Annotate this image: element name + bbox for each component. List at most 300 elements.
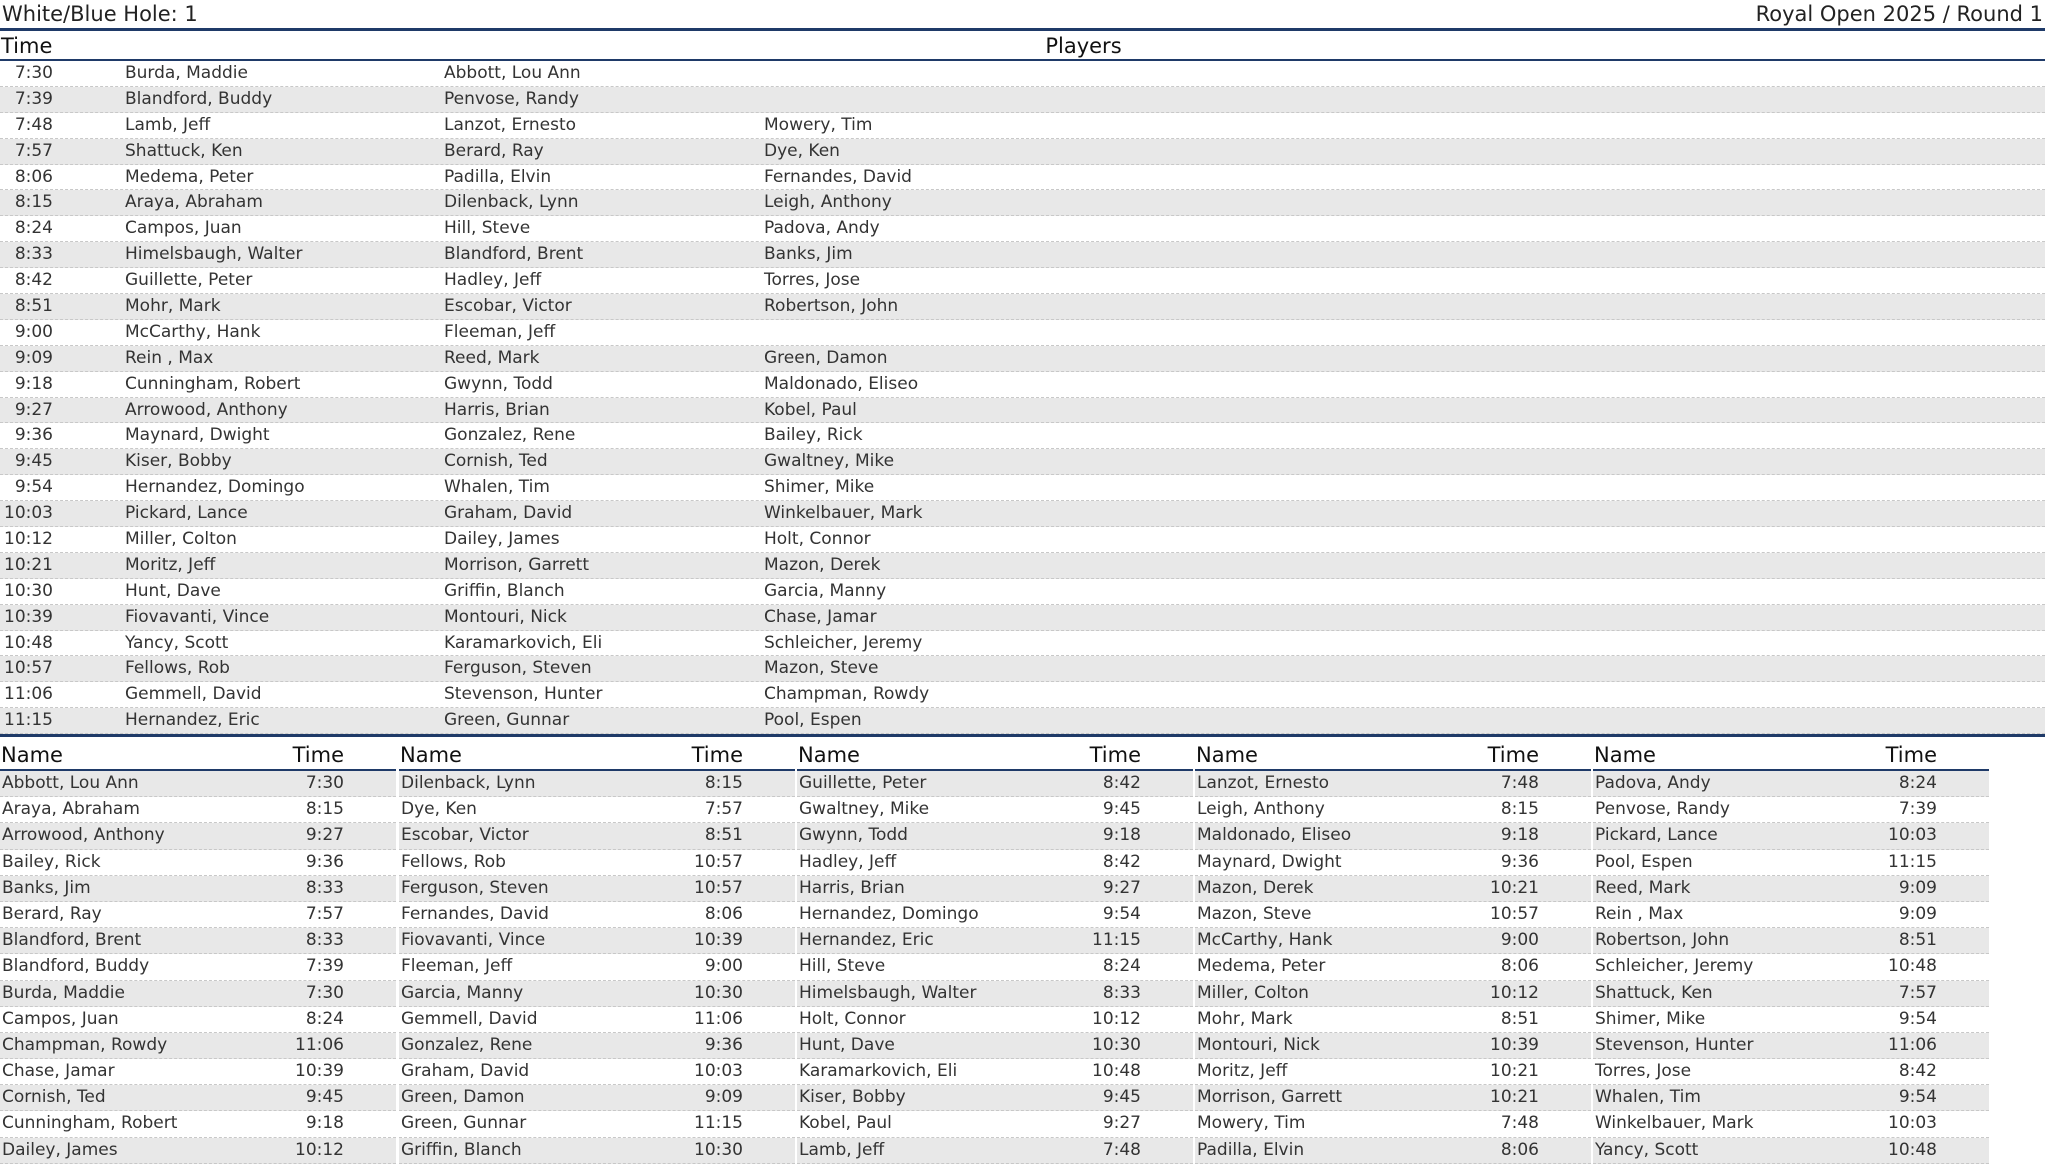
player-tee-time: 11:06 [295, 1034, 344, 1055]
index-row [1593, 1085, 1989, 1111]
index-list [1593, 771, 1989, 1164]
index-row [399, 876, 795, 902]
player-2: Dailey, James [444, 529, 560, 550]
player-name: Escobar, Victor [401, 825, 529, 846]
index-row [399, 902, 795, 928]
tee-time: 7:30 [14, 63, 53, 83]
name-column-header: Name [1196, 743, 1258, 767]
player-tee-time: 10:12 [1490, 982, 1539, 1003]
index-row [1195, 981, 1591, 1007]
index-row [1195, 823, 1591, 849]
tee-row [0, 423, 2045, 449]
player-name: Blandford, Brent [2, 930, 142, 951]
player-name: Blandford, Buddy [2, 956, 150, 977]
player-2: Lanzot, Ernesto [444, 114, 577, 135]
tee-row [0, 294, 2045, 320]
player-tee-time: 9:54 [1898, 1008, 1937, 1029]
index-column [1195, 741, 1591, 1164]
player-2: Stevenson, Hunter [444, 684, 603, 705]
player-tee-time: 9:27 [1102, 1113, 1141, 1134]
index-row [797, 1111, 1193, 1137]
player-3: Bailey, Rick [764, 425, 863, 446]
player-tee-time: 8:33 [305, 877, 344, 898]
player-tee-time: 9:36 [704, 1034, 743, 1055]
player-tee-time: 10:03 [694, 1061, 743, 1082]
player-tee-time: 7:30 [305, 982, 344, 1003]
player-name: Dailey, James [2, 1139, 118, 1160]
player-3: Maldonado, Eliseo [764, 373, 919, 394]
player-name: Holt, Connor [799, 1008, 906, 1029]
tee-time: 10:30 [4, 580, 53, 601]
player-2: Hill, Steve [444, 218, 531, 239]
player-name: Hadley, Jeff [799, 851, 897, 872]
index-row [797, 981, 1193, 1007]
tee-row [0, 320, 2045, 346]
tee-row [0, 631, 2045, 657]
tee-row [0, 656, 2045, 682]
player-tee-time: 8:33 [305, 930, 344, 951]
player-tee-time: 8:24 [1898, 773, 1937, 793]
tee-time: 7:57 [14, 140, 53, 161]
player-name: Gonzalez, Rene [401, 1034, 533, 1055]
player-tee-time: 7:39 [1898, 799, 1937, 820]
tee-table-header [0, 31, 2045, 61]
player-tee-time: 9:18 [1500, 825, 1539, 846]
player-name: Gwaltney, Mike [799, 799, 930, 820]
player-2: Escobar, Victor [444, 296, 572, 317]
index-row [1593, 850, 1989, 876]
player-2: Karamarkovich, Eli [444, 632, 603, 653]
player-3: Mazon, Steve [764, 658, 879, 679]
player-1: Shattuck, Ken [125, 140, 243, 161]
player-name: Himelsbaugh, Walter [799, 982, 977, 1003]
index-row [1195, 850, 1591, 876]
player-tee-time: 10:39 [694, 930, 743, 951]
player-name: Banks, Jim [2, 877, 91, 898]
player-2: Whalen, Tim [444, 477, 550, 498]
index-row [797, 1085, 1193, 1111]
player-name: Cunningham, Robert [2, 1113, 178, 1134]
players-column-header: Players [1045, 34, 1122, 58]
index-row [0, 797, 396, 823]
player-tee-time: 8:15 [704, 773, 743, 793]
player-tee-time: 9:54 [1898, 1087, 1937, 1108]
tee-row [0, 682, 2045, 708]
page-header [0, 0, 2045, 31]
player-1: Campos, Juan [125, 218, 242, 239]
player-name: Green, Gunnar [401, 1113, 527, 1134]
player-1: Maynard, Dwight [125, 425, 270, 446]
player-tee-time: 10:48 [1888, 1139, 1937, 1160]
tee-time: 10:12 [4, 529, 53, 550]
index-row [1195, 928, 1591, 954]
player-name: Green, Damon [401, 1087, 525, 1108]
player-name: Mohr, Mark [1197, 1008, 1293, 1029]
player-tee-time: 9:27 [305, 825, 344, 846]
player-tee-time: 10:03 [1888, 825, 1937, 846]
player-3: Banks, Jim [764, 244, 853, 265]
index-row [399, 981, 795, 1007]
tee-row [0, 449, 2045, 475]
tee-row [0, 553, 2045, 579]
player-tee-time: 9:36 [305, 851, 344, 872]
tee-time: 9:45 [14, 451, 53, 472]
time-column-header: Time [1, 34, 53, 58]
player-tee-time: 8:51 [1898, 930, 1937, 951]
player-3: Robertson, John [764, 296, 899, 317]
section-divider [0, 734, 2045, 737]
player-name: Yancy, Scott [1595, 1139, 1699, 1160]
player-tee-time: 9:45 [305, 1087, 344, 1108]
player-name: Medema, Peter [1197, 956, 1326, 977]
player-3: Gwaltney, Mike [764, 451, 895, 472]
player-tee-time: 10:57 [694, 851, 743, 872]
player-tee-time: 11:15 [1092, 930, 1141, 951]
player-name: Reed, Mark [1595, 877, 1691, 898]
player-tee-time: 10:12 [295, 1139, 344, 1160]
index-row [399, 823, 795, 849]
index-row [399, 1085, 795, 1111]
index-row [1195, 1111, 1591, 1137]
time-column-header: Time [691, 743, 743, 767]
player-name: Morrison, Garrett [1197, 1087, 1342, 1108]
tee-row [0, 475, 2045, 501]
player-3: Dye, Ken [764, 140, 840, 161]
player-name: Berard, Ray [2, 903, 102, 924]
tee-time: 10:48 [4, 632, 53, 653]
tee-time: 8:15 [14, 192, 53, 213]
tee-table-body [0, 61, 2045, 734]
player-2: Ferguson, Steven [444, 658, 592, 679]
player-3: Winkelbauer, Mark [764, 503, 923, 524]
tee-row [0, 61, 2045, 87]
index-row [399, 1059, 795, 1085]
player-tee-time: 9:36 [1500, 851, 1539, 872]
index-row [0, 823, 396, 849]
event-title: Royal Open 2025 / Round 1 [1755, 2, 2043, 26]
player-name: Chase, Jamar [2, 1061, 115, 1082]
player-3: Pool, Espen [764, 710, 862, 731]
tee-row [0, 346, 2045, 372]
index-row [399, 1033, 795, 1059]
player-tee-time: 10:21 [1490, 1087, 1539, 1108]
player-2: Gonzalez, Rene [444, 425, 576, 446]
player-1: Blandford, Buddy [125, 88, 273, 109]
index-column [797, 741, 1193, 1164]
tee-time: 10:39 [4, 606, 53, 627]
tee-time: 10:03 [4, 503, 53, 524]
player-name: Karamarkovich, Eli [799, 1061, 958, 1082]
player-name: Dye, Ken [401, 799, 477, 820]
player-name: Montouri, Nick [1197, 1034, 1320, 1055]
index-row [797, 823, 1193, 849]
tee-row [0, 605, 2045, 631]
player-2: Padilla, Elvin [444, 166, 552, 187]
index-header [0, 741, 396, 771]
player-1: McCarthy, Hank [125, 321, 261, 342]
index-row [797, 928, 1193, 954]
player-3: Shimer, Mike [764, 477, 875, 498]
player-tee-time: 8:51 [704, 825, 743, 846]
player-name: Champman, Rowdy [2, 1034, 168, 1055]
player-name: Pool, Espen [1595, 851, 1693, 872]
player-tee-time: 10:39 [295, 1061, 344, 1082]
tee-row [0, 268, 2045, 294]
player-2: Gwynn, Todd [444, 373, 553, 394]
player-3: Chase, Jamar [764, 606, 877, 627]
index-row [1593, 981, 1989, 1007]
player-name: McCarthy, Hank [1197, 930, 1333, 951]
tee-time: 9:36 [14, 425, 53, 446]
player-tee-time: 8:51 [1500, 1008, 1539, 1029]
tee-time: 8:06 [14, 166, 53, 187]
player-name: Fellows, Rob [401, 851, 506, 872]
player-1: Gemmell, David [125, 684, 262, 705]
player-tee-time: 9:00 [1500, 930, 1539, 951]
player-tee-time: 9:09 [1898, 877, 1937, 898]
index-row [797, 954, 1193, 980]
player-3: Green, Damon [764, 347, 888, 368]
index-list [0, 771, 396, 1164]
player-name: Stevenson, Hunter [1595, 1034, 1754, 1055]
player-name: Padilla, Elvin [1197, 1139, 1305, 1160]
player-name: Griffin, Blanch [401, 1139, 522, 1160]
player-1: Moritz, Jeff [125, 554, 216, 575]
tee-row [0, 527, 2045, 553]
tee-row [0, 87, 2045, 113]
tee-time: 11:06 [4, 684, 53, 705]
player-tee-time: 8:06 [704, 903, 743, 924]
player-tee-time: 8:24 [1102, 956, 1141, 977]
player-2: Hadley, Jeff [444, 270, 542, 291]
player-name: Bailey, Rick [2, 851, 101, 872]
player-name: Hill, Steve [799, 956, 886, 977]
player-1: Himelsbaugh, Walter [125, 244, 303, 265]
player-name: Schleicher, Jeremy [1595, 956, 1754, 977]
player-tee-time: 10:57 [694, 877, 743, 898]
player-2: Abbott, Lou Ann [444, 63, 581, 83]
player-tee-time: 10:12 [1092, 1008, 1141, 1029]
player-1: Lamb, Jeff [125, 114, 211, 135]
player-tee-time: 9:27 [1102, 877, 1141, 898]
tee-row [0, 113, 2045, 139]
index-row [797, 850, 1193, 876]
index-row [1593, 1033, 1989, 1059]
player-3: Holt, Connor [764, 529, 871, 550]
tee-time: 8:42 [14, 270, 53, 291]
index-row [399, 850, 795, 876]
index-row [1593, 902, 1989, 928]
player-name: Penvose, Randy [1595, 799, 1730, 820]
player-2: Montouri, Nick [444, 606, 567, 627]
player-tee-time: 7:57 [1898, 982, 1937, 1003]
player-tee-time: 9:09 [704, 1087, 743, 1108]
index-row [797, 876, 1193, 902]
tee-row [0, 216, 2045, 242]
player-name: Moritz, Jeff [1197, 1061, 1288, 1082]
player-1: Pickard, Lance [125, 503, 248, 524]
player-name: Mazon, Derek [1197, 877, 1314, 898]
index-row [1593, 1111, 1989, 1137]
player-tee-time: 9:45 [1102, 1087, 1141, 1108]
index-row [1593, 797, 1989, 823]
player-name: Gwynn, Todd [799, 825, 908, 846]
index-header [1593, 741, 1989, 771]
tee-time: 7:48 [14, 114, 53, 135]
player-1: Hunt, Dave [125, 580, 221, 601]
index-row [1195, 1033, 1591, 1059]
index-row [1195, 1059, 1591, 1085]
player-3: Mowery, Tim [764, 114, 873, 135]
player-2: Griffin, Blanch [444, 580, 565, 601]
index-row [399, 1111, 795, 1137]
player-1: Hernandez, Eric [125, 710, 260, 731]
tee-time: 9:27 [14, 399, 53, 420]
player-1: Mohr, Mark [125, 296, 221, 317]
index-row [1195, 771, 1591, 797]
tee-row [0, 398, 2045, 424]
player-name: Fernandes, David [401, 903, 549, 924]
player-tee-time: 10:48 [1092, 1061, 1141, 1082]
player-3: Mazon, Derek [764, 554, 881, 575]
player-name: Lamb, Jeff [799, 1139, 885, 1160]
player-3: Padova, Andy [764, 218, 880, 239]
player-name: Gemmell, David [401, 1008, 538, 1029]
index-row [1593, 876, 1989, 902]
index-row [399, 797, 795, 823]
player-2: Penvose, Randy [444, 88, 579, 109]
player-tee-time: 8:42 [1898, 1061, 1937, 1082]
index-row [0, 928, 396, 954]
player-3: Garcia, Manny [764, 580, 887, 601]
player-tee-time: 9:54 [1102, 903, 1141, 924]
player-name: Araya, Abraham [2, 799, 140, 820]
tee-row [0, 708, 2045, 734]
player-name: Padova, Andy [1595, 773, 1711, 793]
index-row [0, 771, 396, 797]
tee-time: 9:54 [14, 477, 53, 498]
name-column-header: Name [1594, 743, 1656, 767]
player-1: Miller, Colton [125, 529, 237, 550]
player-name: Mazon, Steve [1197, 903, 1312, 924]
index-row [1195, 797, 1591, 823]
player-name: Kobel, Paul [799, 1113, 892, 1134]
player-name: Fiovavanti, Vince [401, 930, 546, 951]
player-tee-time: 10:57 [1490, 903, 1539, 924]
tee-time: 9:00 [14, 321, 53, 342]
player-name: Leigh, Anthony [1197, 799, 1325, 820]
player-3: Kobel, Paul [764, 399, 857, 420]
index-list [1195, 771, 1591, 1164]
index-row [1593, 823, 1989, 849]
player-1: Fellows, Rob [125, 658, 230, 679]
index-row [0, 1007, 396, 1033]
index-row [1593, 1007, 1989, 1033]
player-1: Cunningham, Robert [125, 373, 301, 394]
player-name: Hernandez, Domingo [799, 903, 979, 924]
index-row [0, 981, 396, 1007]
player-tee-time: 10:21 [1490, 877, 1539, 898]
player-tee-time: 8:24 [305, 1008, 344, 1029]
player-1: Rein , Max [125, 347, 214, 368]
player-name: Shattuck, Ken [1595, 982, 1713, 1003]
index-row [797, 1033, 1193, 1059]
player-tee-time: 8:33 [1102, 982, 1141, 1003]
index-row [0, 1033, 396, 1059]
player-tee-time: 8:42 [1102, 851, 1141, 872]
tee-time: 8:24 [14, 218, 53, 239]
player-name: Campos, Juan [2, 1008, 119, 1029]
player-tee-time: 11:06 [1888, 1034, 1937, 1055]
player-name: Graham, David [401, 1061, 530, 1082]
index-column [399, 741, 795, 1164]
player-tee-time: 7:48 [1500, 1113, 1539, 1134]
index-row [0, 954, 396, 980]
index-column [1593, 741, 1989, 1164]
player-name: Winkelbauer, Mark [1595, 1113, 1754, 1134]
player-name: Pickard, Lance [1595, 825, 1718, 846]
index-row [1593, 771, 1989, 797]
player-1: Arrowood, Anthony [125, 399, 288, 420]
player-2: Reed, Mark [444, 347, 540, 368]
index-row [797, 797, 1193, 823]
index-row [399, 954, 795, 980]
player-name: Dilenback, Lynn [401, 773, 536, 793]
index-row [0, 876, 396, 902]
hole-title: White/Blue Hole: 1 [2, 2, 198, 26]
player-3: Fernandes, David [764, 166, 912, 187]
player-1: Burda, Maddie [125, 63, 248, 83]
tee-time: 7:39 [14, 88, 53, 109]
player-2: Dilenback, Lynn [444, 192, 579, 213]
player-tee-time: 10:39 [1490, 1034, 1539, 1055]
player-tee-time: 8:15 [1500, 799, 1539, 820]
player-name: Ferguson, Steven [401, 877, 549, 898]
index-row [0, 1059, 396, 1085]
index-row [1195, 876, 1591, 902]
player-2: Berard, Ray [444, 140, 544, 161]
player-tee-time: 7:57 [305, 903, 344, 924]
index-row [0, 902, 396, 928]
player-1: Yancy, Scott [125, 632, 229, 653]
player-name: Mowery, Tim [1197, 1113, 1306, 1134]
player-1: Araya, Abraham [125, 192, 263, 213]
name-column-header: Name [1, 743, 63, 767]
index-row [399, 928, 795, 954]
player-name: Abbott, Lou Ann [2, 773, 139, 793]
tee-row [0, 372, 2045, 398]
player-name: Rein , Max [1595, 903, 1684, 924]
player-tee-time: 9:09 [1898, 903, 1937, 924]
index-row [797, 771, 1193, 797]
name-column-header: Name [400, 743, 462, 767]
player-2: Graham, David [444, 503, 573, 524]
player-name: Maynard, Dwight [1197, 851, 1342, 872]
player-1: Kiser, Bobby [125, 451, 232, 472]
player-tee-time: 9:00 [704, 956, 743, 977]
player-tee-time: 8:42 [1102, 773, 1141, 793]
index-row [797, 902, 1193, 928]
player-tee-time: 11:15 [1888, 851, 1937, 872]
index-row [1593, 1059, 1989, 1085]
player-name: Torres, Jose [1595, 1061, 1692, 1082]
player-tee-time: 10:30 [694, 1139, 743, 1160]
player-tee-time: 10:03 [1888, 1113, 1937, 1134]
player-tee-time: 7:48 [1500, 773, 1539, 793]
tee-time: 9:18 [14, 373, 53, 394]
index-row [1195, 902, 1591, 928]
player-name: Miller, Colton [1197, 982, 1309, 1003]
